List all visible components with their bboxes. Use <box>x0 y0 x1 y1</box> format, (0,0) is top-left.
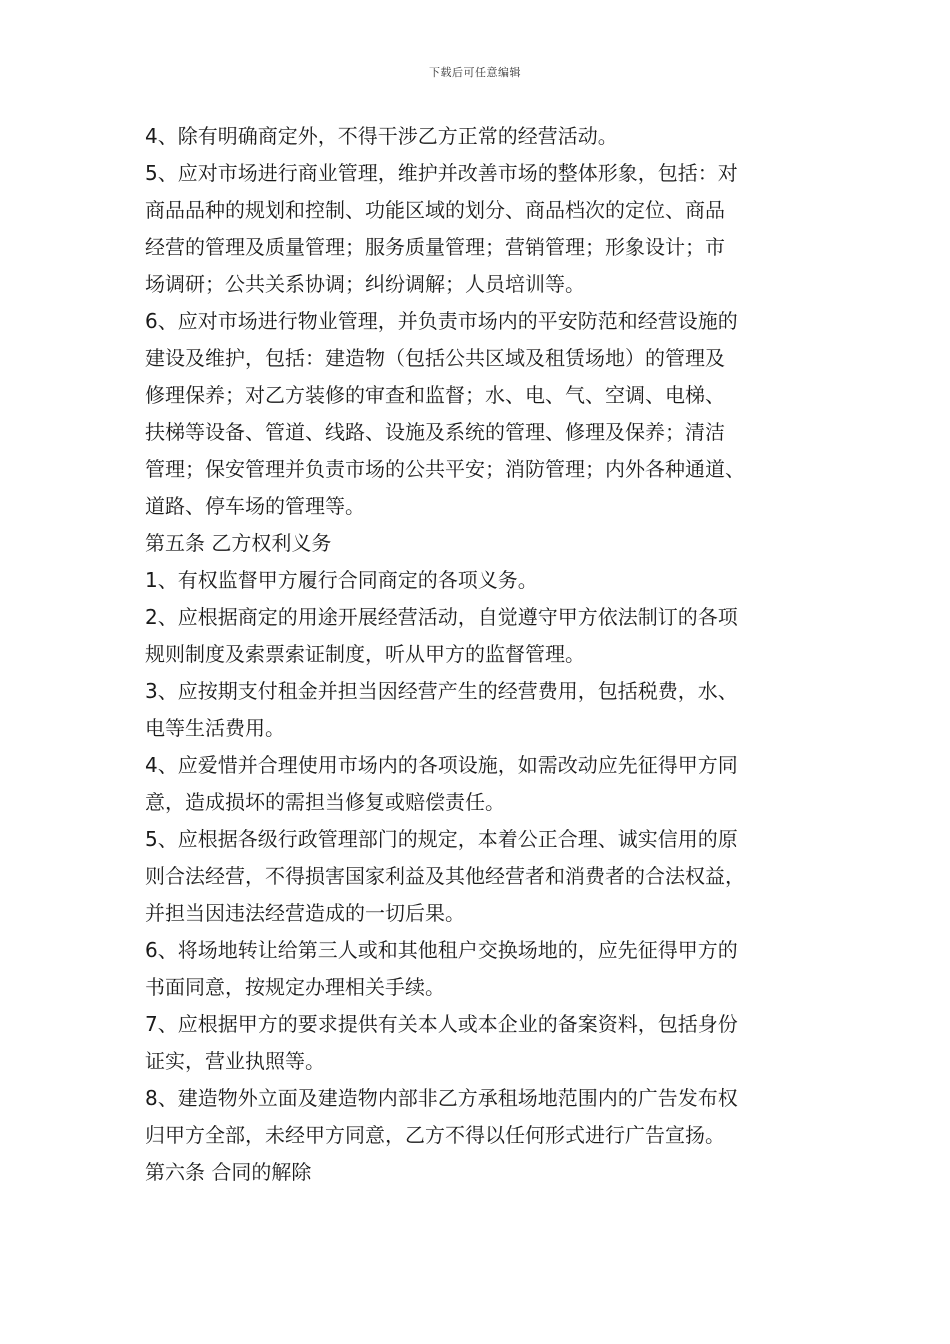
text-line: 修理保养；对乙方装修的审查和监督；水、电、气、空调、电梯、 <box>145 383 725 407</box>
document-body <box>145 118 825 1191</box>
text-line: 书面同意，按规定办理相关手续。 <box>145 975 445 999</box>
text-line: 证实，营业执照等。 <box>145 1049 325 1073</box>
text-line: 经营的管理及质量管理；服务质量管理；营销管理；形象设计；市 <box>145 235 725 259</box>
text-line: 6、应对市场进行物业管理，并负责市场内的平安防范和经营设施的 <box>145 309 738 333</box>
text-line: 道路、停车场的管理等。 <box>145 494 365 518</box>
page-header: 下载后可任意编辑 <box>429 66 521 79</box>
text-line: 并担当因违法经营造成的一切后果。 <box>145 901 465 925</box>
text-line: 意，造成损坏的需担当修复或赔偿责任。 <box>145 790 505 814</box>
text-line: 管理；保安管理并负责市场的公共平安；消防管理；内外各种通道、 <box>145 457 745 481</box>
text-line: 2、应根据商定的用途开展经营活动，自觉遵守甲方依法制订的各项 <box>145 605 738 629</box>
text-line: 4、除有明确商定外，不得干涉乙方正常的经营活动。 <box>145 124 618 148</box>
text-line: 6、将场地转让给第三人或和其他租户交换场地的，应先征得甲方的 <box>145 938 738 962</box>
text-line: 归甲方全部，未经甲方同意，乙方不得以任何形式进行广告宣扬。 <box>145 1123 725 1147</box>
text-line: 规则制度及索票索证制度，听从甲方的监督管理。 <box>145 642 585 666</box>
text-line: 场调研；公共关系协调；纠纷调解；人员培训等。 <box>145 272 585 296</box>
text-line: 则合法经营，不得损害国家利益及其他经营者和消费者的合法权益， <box>145 864 745 888</box>
text-line: 电等生活费用。 <box>145 716 285 740</box>
text-line: 4、应爱惜并合理使用市场内的各项设施，如需改动应先征得甲方同 <box>145 753 738 777</box>
text-line: 7、应根据甲方的要求提供有关本人或本企业的备案资料，包括身份 <box>145 1012 738 1036</box>
text-line: 3、应按期支付租金并担当因经营产生的经营费用，包括税费，水、 <box>145 679 738 703</box>
text-line: 5、应对市场进行商业管理，维护并改善市场的整体形象，包括：对 <box>145 161 738 185</box>
text-line: 建设及维护，包括：建造物（包括公共区域及租赁场地）的管理及 <box>145 346 725 370</box>
section-heading: 第五条 乙方权利义务 <box>145 531 332 555</box>
section-heading: 第六条 合同的解除 <box>145 1160 312 1184</box>
text-line: 1、有权监督甲方履行合同商定的各项义务。 <box>145 568 538 592</box>
text-line: 扶梯等设备、管道、线路、设施及系统的管理、修理及保养；清洁 <box>145 420 725 444</box>
text-line: 商品品种的规划和控制、功能区域的划分、商品档次的定位、商品 <box>145 198 725 222</box>
text-line: 8、建造物外立面及建造物内部非乙方承租场地范围内的广告发布权 <box>145 1086 738 1110</box>
text-line: 5、应根据各级行政管理部门的规定，本着公正合理、诚实信用的原 <box>145 827 738 851</box>
